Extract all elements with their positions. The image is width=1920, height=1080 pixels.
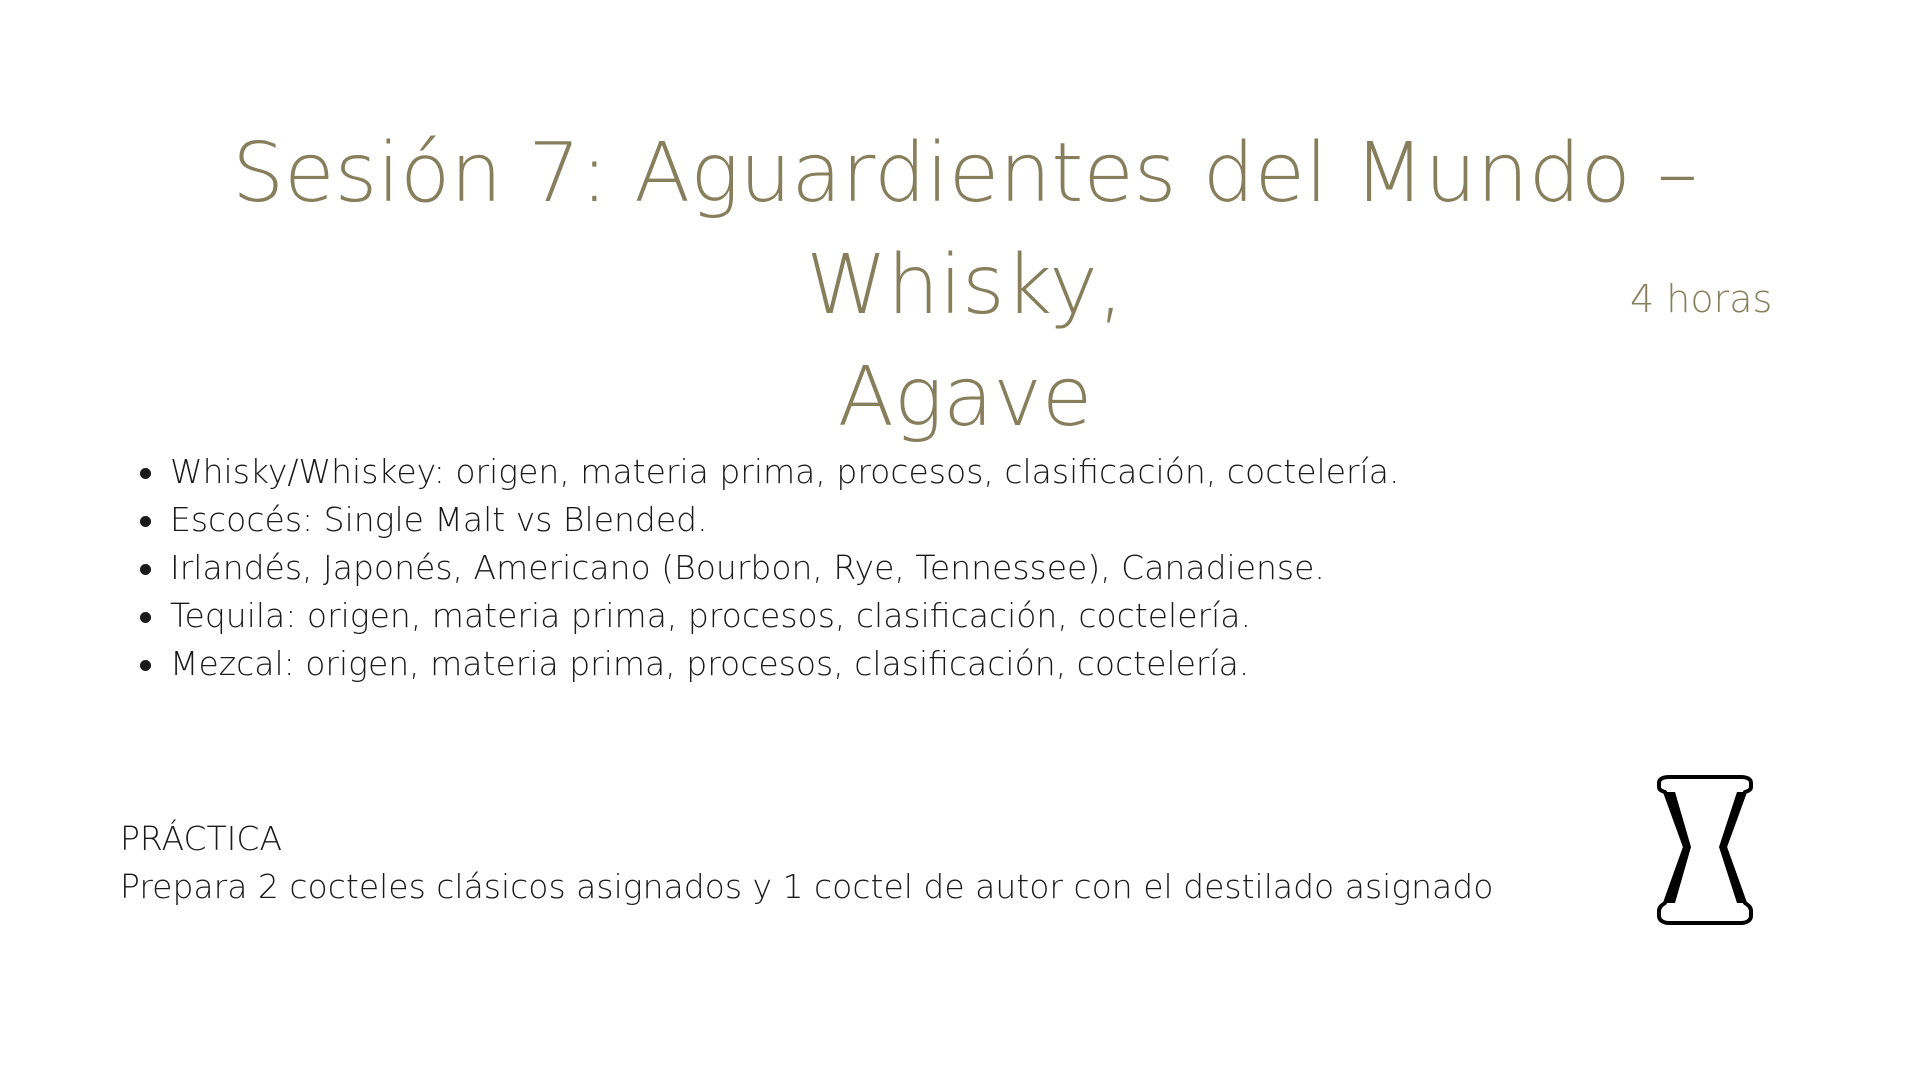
- bullet-icon: [140, 564, 151, 575]
- topic-item: [170, 640, 1670, 688]
- jigger-icon: [1645, 775, 1765, 925]
- bullet-icon: [140, 516, 151, 527]
- topic-text: Whisky/Whiskey: origen, materia prima, procesos, clasificación, coctelería.: [170, 452, 1400, 491]
- topic-item: [170, 592, 1670, 640]
- session-title: [120, 118, 1810, 454]
- topics-list: [132, 448, 1670, 688]
- topic-item: [170, 544, 1670, 592]
- practice-text: Prepara 2 cocteles clásicos asignados y 1 coctel de autor con el destilado asignado: [120, 867, 1494, 906]
- topic-text: Irlandés, Japonés, Americano (Bourbon, Rye, Tennessee), Canadiense.: [170, 548, 1325, 587]
- practice-block: [120, 815, 1493, 911]
- topic-text: Escocés: Single Malt vs Blended.: [170, 500, 708, 539]
- session-duration: 4 horas: [1630, 277, 1773, 321]
- bullet-icon: [140, 468, 151, 479]
- bullet-icon: [140, 660, 151, 671]
- topic-text: Tequila: origen, materia prima, procesos, clasificación, coctelería.: [170, 596, 1251, 635]
- topic-item: [170, 496, 1670, 544]
- topic-text: Mezcal: origen, materia prima, procesos, clasificación, coctelería.: [170, 644, 1250, 683]
- bullet-icon: [140, 612, 151, 623]
- session-title-line-2: Agave: [837, 350, 1093, 445]
- topic-item: [170, 448, 1670, 496]
- practice-heading: PRÁCTICA: [120, 819, 283, 858]
- session-title-line-1: Sesión 7: Aguardientes del Mundo – Whisky,: [232, 126, 1698, 333]
